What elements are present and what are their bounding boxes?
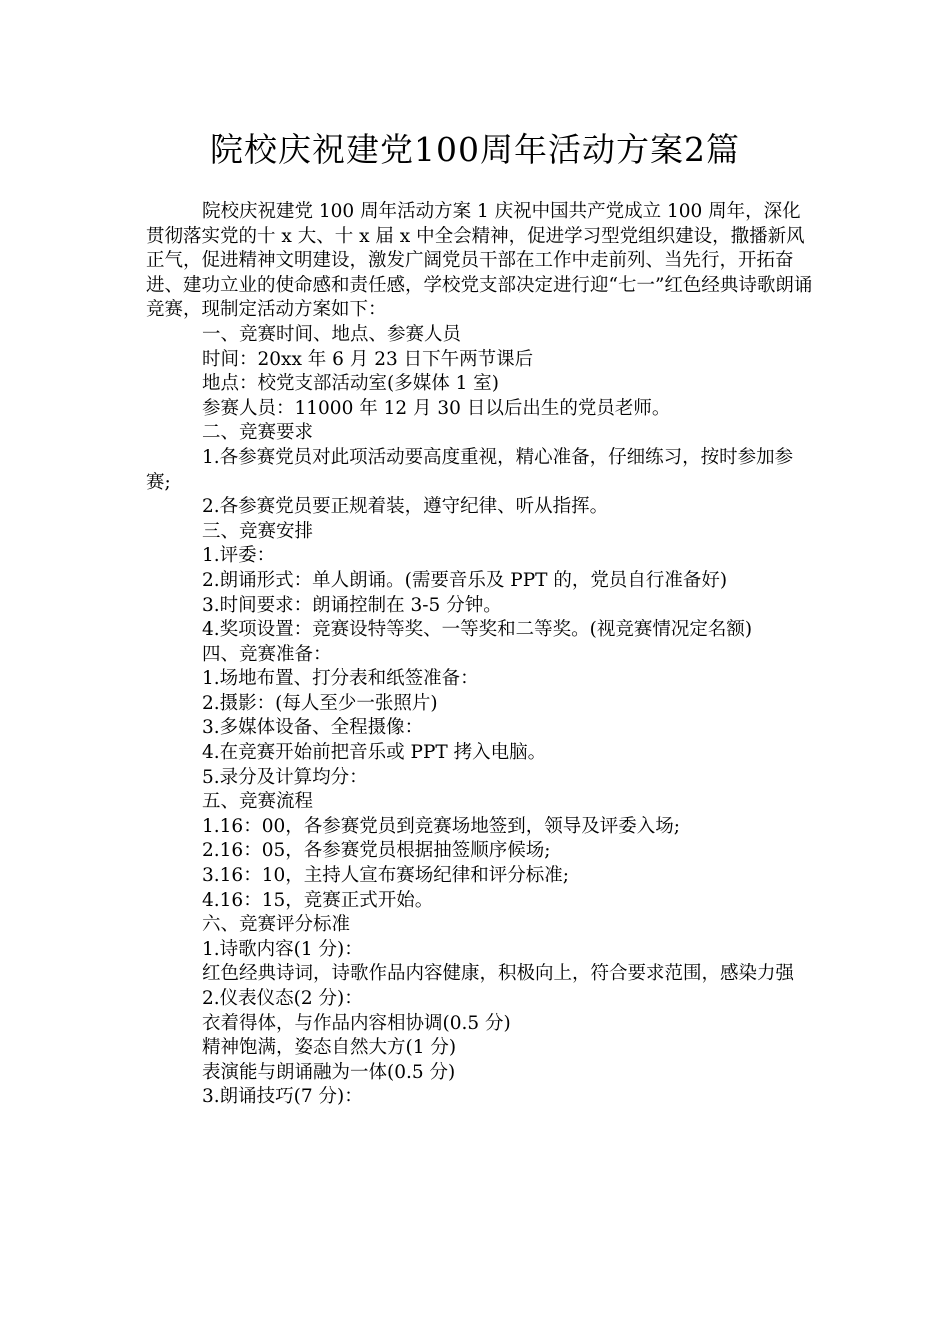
paragraph: 2.16：05，各参赛党员根据抽签顺序候场;: [202, 840, 551, 862]
paragraph: 2.摄影：(每人至少一张照片): [202, 692, 438, 714]
paragraph: 2.仪表仪态(2 分)：: [202, 988, 363, 1009]
section-heading: 二、竞赛要求: [202, 422, 314, 444]
paragraph: 参赛人员：11000 年 12 月 30 日以后出生的党员老师。: [202, 397, 671, 419]
paragraph: 4.奖项设置：竞赛设特等奖、一等奖和二等奖。(视竞赛情况定名额): [202, 619, 753, 641]
paragraph: 3.时间要求：朗诵控制在 3-5 分钟。: [202, 594, 502, 616]
paragraph: 4.在竞赛开始前把音乐或 PPT 拷入电脑。: [202, 742, 547, 764]
document-body: [146, 200, 814, 1110]
section-heading: 六、竞赛评分标准: [202, 914, 351, 936]
document-title: 院校庆祝建党100周年活动方案2篇: [210, 130, 740, 169]
paragraph: 1.评委：: [202, 545, 276, 567]
section-heading: 一、竞赛时间、地点、参赛人员: [202, 323, 462, 345]
paragraph: 精神饱满，姿态自然大方(1 分): [202, 1037, 457, 1059]
paragraph: 表演能与朗诵融为一体(0.5 分): [202, 1061, 456, 1083]
paragraph: 3.多媒体设备、全程摄像：: [202, 717, 424, 739]
paragraph: 4.16：15，竞赛正式开始。: [202, 889, 434, 911]
section-heading: 五、竞赛流程: [202, 791, 314, 813]
paragraph: 2.各参赛党员要正规着装，遵守纪律、听从指挥。: [202, 496, 609, 518]
paragraph: 1.场地布置、打分表和纸签准备：: [202, 668, 479, 690]
paragraph: 红色经典诗词，诗歌作品内容健康，积极向上，符合要求范围，感染力强: [202, 963, 795, 985]
section-heading: 三、竞赛安排: [202, 520, 314, 542]
paragraph: 1.16：00，各参赛党员到竞赛场地签到，领导及评委入场;: [202, 815, 680, 837]
paragraph: 3.朗诵技巧(7 分)：: [202, 1086, 363, 1108]
paragraph: 地点：校党支部活动室(多媒体 1 室): [202, 373, 499, 395]
section-heading: 四、竞赛准备：: [202, 643, 332, 665]
paragraph: 衣着得体，与作品内容相协调(0.5 分): [202, 1012, 511, 1034]
paragraph: 时间：20xx 年 6 月 23 日下午两节课后: [202, 348, 534, 370]
paragraph: 5.录分及计算均分：: [202, 766, 368, 788]
paragraph: 2.朗诵形式：单人朗诵。(需要音乐及 PPT 的，党员自行准备好): [202, 569, 728, 591]
paragraph: 3.16：10，主持人宣布赛场纪律和评分标准;: [202, 865, 569, 887]
intro-paragraph: 院校庆祝建党 100 周年活动方案 1 庆祝中国共产党成立 100 周年，深化贯彻落实党的十 x 大、十 x 届 x 中全会精神，促进学习型党组织建设，撒播新风正气，促进精神文明建设，激发广阔党员干部在工作中走前列、当先行，开拓奋进、建功立业的使命感和责任感，学校党支部决定进行迎“七一”红色经典诗歌朗诵竞赛，现制定活动方案如下：: [146, 201, 813, 321]
paragraph: 1.各参赛党员对此项活动要高度重视，精心准备，仔细练习，按时参加参赛;: [146, 446, 794, 493]
paragraph: 1.诗歌内容(1 分)：: [202, 938, 363, 960]
